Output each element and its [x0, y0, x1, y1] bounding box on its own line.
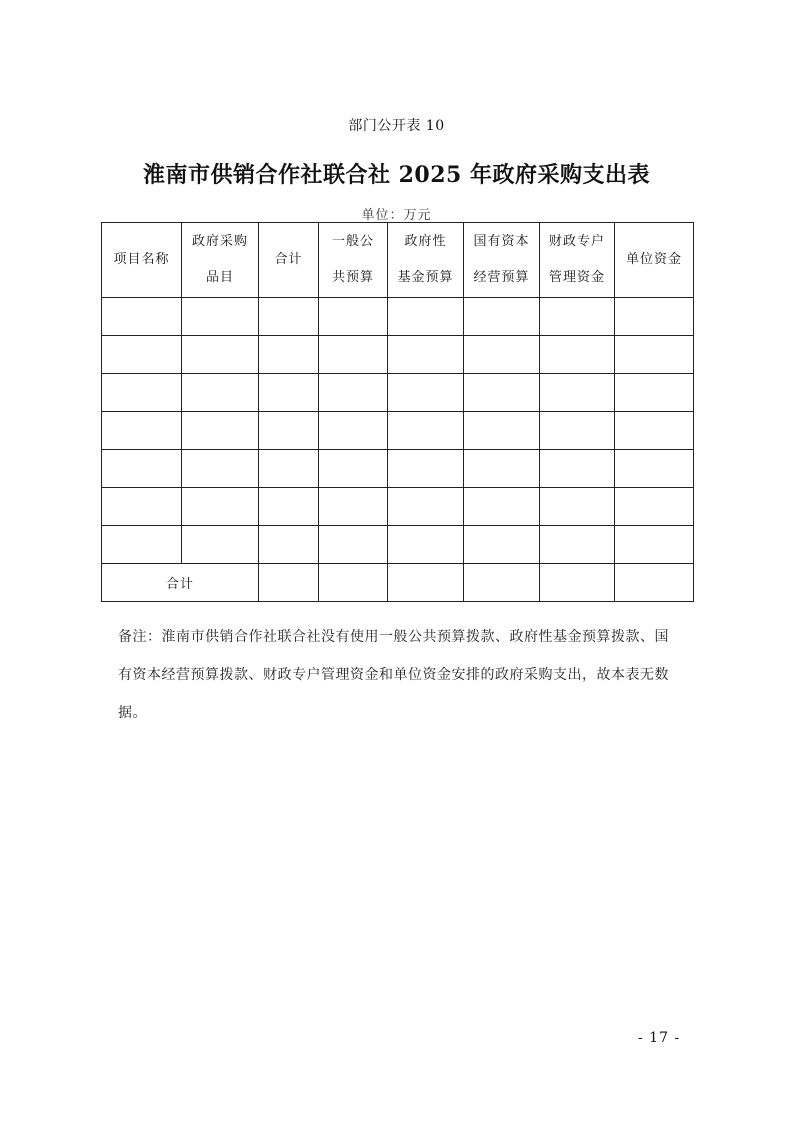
table-cell	[319, 298, 388, 336]
table-note: 备注：淮南市供销合作社联合社没有使用一般公共预算拨款、政府性基金预算拨款、国有资本经营预算拨款、财政专户管理资金和单位资金安排的政府采购支出，故本表无数据。	[118, 629, 669, 721]
table-cell	[388, 336, 464, 374]
col-header-fund-budget: 政府性 基金预算	[388, 223, 464, 298]
table-cell	[102, 412, 182, 450]
table-cell	[464, 336, 540, 374]
table-cell	[388, 488, 464, 526]
table-row	[102, 298, 694, 336]
total-cell	[259, 564, 319, 602]
col-header-procurement-category: 政府采购 品目	[182, 223, 259, 298]
table-cell	[102, 336, 182, 374]
table-row	[102, 450, 694, 488]
table-cell	[615, 298, 694, 336]
table-cell	[259, 450, 319, 488]
doc-label: 部门公开表 10	[348, 118, 445, 134]
table-cell	[540, 298, 615, 336]
col-header-special-account-funds: 财政专户 管理资金	[540, 223, 615, 298]
table-cell	[615, 488, 694, 526]
table-cell	[259, 298, 319, 336]
table-cell	[540, 526, 615, 564]
table-cell	[464, 526, 540, 564]
table-cell	[102, 526, 182, 564]
table-cell	[615, 450, 694, 488]
table-cell	[464, 298, 540, 336]
col-header-state-capital-budget: 国有资本 经营预算	[464, 223, 540, 298]
table-cell	[540, 412, 615, 450]
total-cell	[540, 564, 615, 602]
table-cell	[182, 412, 259, 450]
total-cell	[464, 564, 540, 602]
table-cell	[464, 488, 540, 526]
table-cell	[540, 336, 615, 374]
table-cell	[540, 488, 615, 526]
table-cell	[388, 412, 464, 450]
table-cell	[182, 488, 259, 526]
table-cell	[102, 450, 182, 488]
col-header-total: 合计	[259, 223, 319, 298]
table-cell	[102, 374, 182, 412]
table-cell	[615, 336, 694, 374]
table-row	[102, 374, 694, 412]
col-header-unit-funds: 单位资金	[615, 223, 694, 298]
table-cell	[540, 374, 615, 412]
table-cell	[319, 450, 388, 488]
table-cell	[319, 526, 388, 564]
table-cell	[102, 488, 182, 526]
col-header-item-name: 项目名称	[102, 223, 182, 298]
table-cell	[464, 450, 540, 488]
total-label: 合计	[102, 564, 259, 602]
table-cell	[615, 526, 694, 564]
total-cell	[319, 564, 388, 602]
table-cell	[259, 526, 319, 564]
table-cell	[319, 336, 388, 374]
table-row	[102, 488, 694, 526]
table-cell	[259, 488, 319, 526]
table-cell	[540, 450, 615, 488]
table-cell	[388, 526, 464, 564]
col-header-general-budget: 一般公 共预算	[319, 223, 388, 298]
table-cell	[388, 298, 464, 336]
table-cell	[182, 298, 259, 336]
page-title: 淮南市供销合作社联合社 2025 年政府采购支出表	[142, 162, 651, 188]
table-cell	[388, 374, 464, 412]
table-cell	[615, 412, 694, 450]
table-cell	[182, 336, 259, 374]
table-cell	[464, 412, 540, 450]
table-cell	[259, 412, 319, 450]
table-cell	[319, 488, 388, 526]
table-row	[102, 336, 694, 374]
table-row	[102, 412, 694, 450]
table-cell	[464, 374, 540, 412]
table-cell	[319, 374, 388, 412]
total-cell	[388, 564, 464, 602]
page-number: - 17 -	[638, 1030, 681, 1046]
table-row	[102, 526, 694, 564]
table-total-row	[102, 564, 694, 602]
table-cell	[319, 412, 388, 450]
table-cell	[388, 450, 464, 488]
table-cell	[182, 374, 259, 412]
table-cell	[102, 298, 182, 336]
table-cell	[182, 526, 259, 564]
table-cell	[259, 336, 319, 374]
procurement-table	[101, 222, 694, 602]
table-cell	[259, 374, 319, 412]
table-cell	[182, 450, 259, 488]
table-header-row	[102, 223, 694, 298]
table-cell	[615, 374, 694, 412]
total-cell	[615, 564, 694, 602]
unit-label: 单位：万元	[361, 208, 432, 223]
